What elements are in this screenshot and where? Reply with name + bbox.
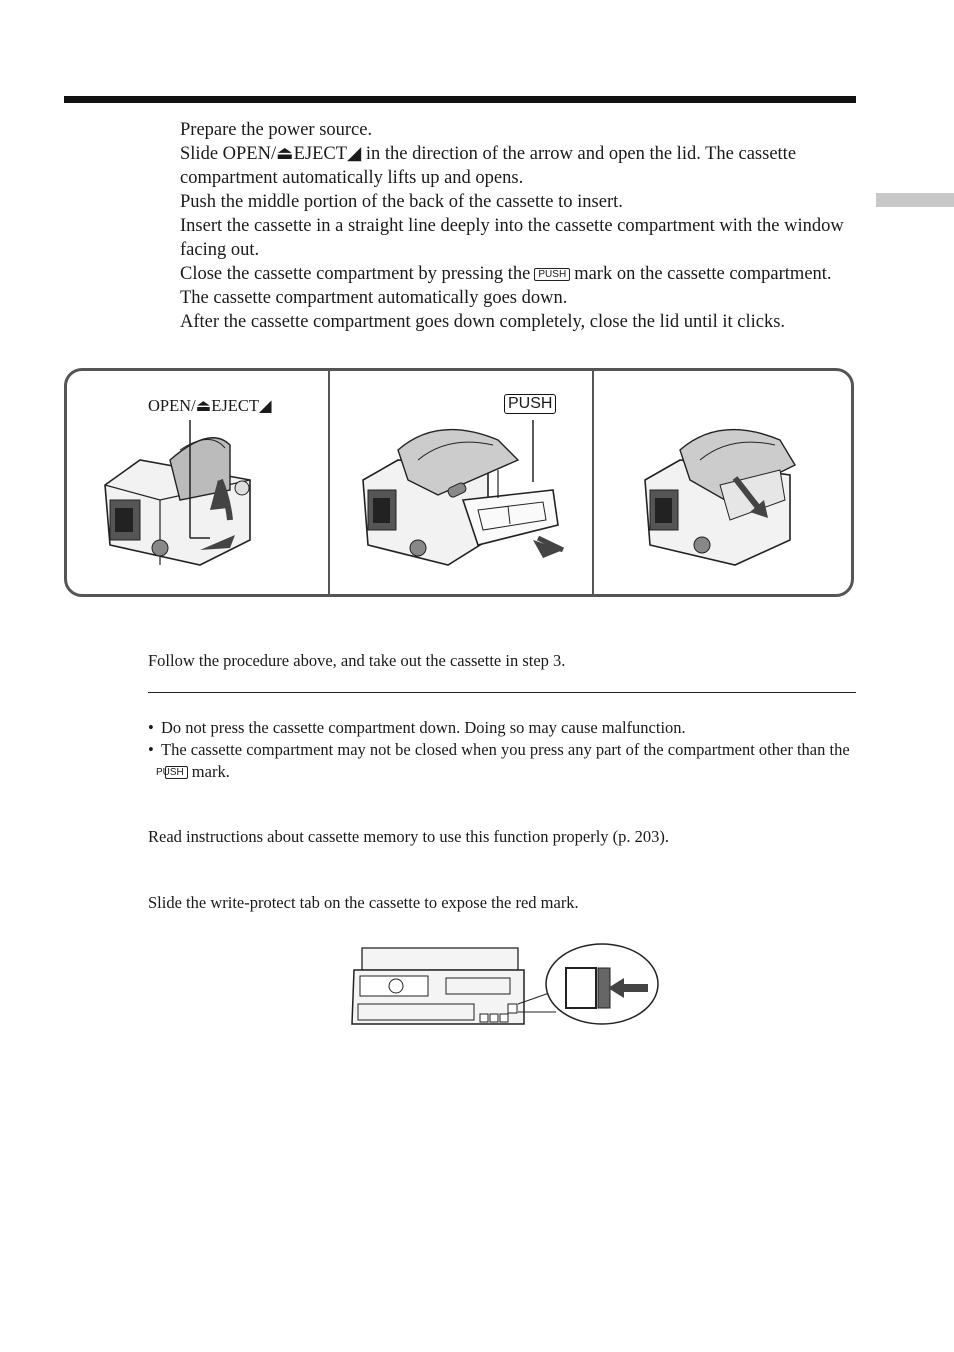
cassette-memory-text: Read instructions about cassette memory to use this function properly (p. 203). xyxy=(148,827,670,846)
section-tab xyxy=(876,193,954,207)
write-protect-text: Slide the write-protect tab on the cassette to expose the red mark. xyxy=(148,893,579,912)
panel-divider xyxy=(592,371,594,595)
step-6: After the cassette compartment goes down completely, close the lid until it clicks. xyxy=(180,312,786,332)
eject-instructions: Follow the procedure above, and take out the cassette in step 3. xyxy=(148,651,566,670)
note-item: • The cassette compartment may not be closed when you press any part of the compartment other than thePUSH mark. xyxy=(148,739,856,783)
note-item: • Do not press the cassette compartment down. Doing so may cause malfunction. xyxy=(148,717,856,739)
panel-divider xyxy=(328,371,330,595)
camcorder-close-compartment-figure xyxy=(640,420,800,570)
cassette-write-protect-figure xyxy=(346,940,662,1032)
camcorder-open-lid-figure xyxy=(100,420,260,570)
step-5: Close the cassette compartment by pressing the PUSH mark on the cassette compartment. The cassette compartment automatically goes down. xyxy=(180,264,832,308)
step-3: Push the middle portion of the back of the cassette to insert. xyxy=(180,192,623,212)
step-4: Insert the cassette in a straight line deeply into the cassette compartment with the window facing out. xyxy=(180,216,844,260)
section-rule xyxy=(148,692,856,693)
notes-list xyxy=(148,717,856,783)
header-rule xyxy=(64,96,856,103)
push-mark-icon: PUSH xyxy=(165,766,188,779)
camcorder-insert-cassette-figure xyxy=(358,420,568,570)
step-2: Slide OPEN/⏏EJECT◢ in the direction of the arrow and open the lid. The cassette compartment automatically lifts up and opens. xyxy=(180,144,797,188)
step-1: Prepare the power source. xyxy=(180,120,373,140)
step-list xyxy=(180,118,856,334)
push-label: PUSH xyxy=(504,394,556,414)
eject-label: OPEN/⏏EJECT◢ xyxy=(148,396,272,415)
push-mark-icon: PUSH xyxy=(534,268,570,281)
